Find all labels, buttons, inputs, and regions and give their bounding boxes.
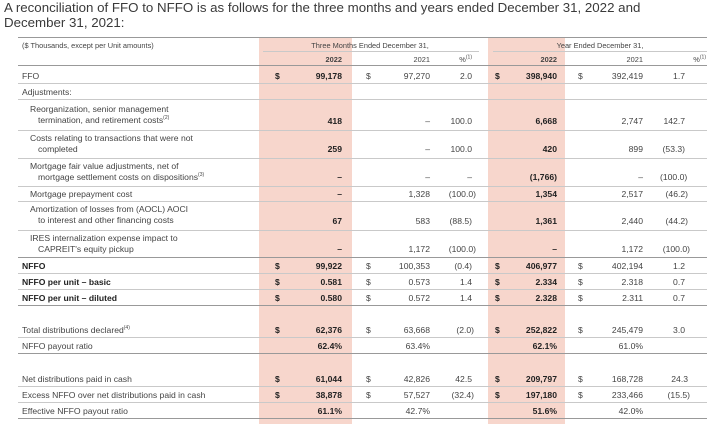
highlight-2022-three-months xyxy=(259,38,352,424)
nffo-q2022: 99,922 xyxy=(315,261,342,271)
row-label-reorg-2: termination, and retirement costs$^{(2)}$ xyxy=(38,115,170,125)
aocl-ypct: (44.2) xyxy=(665,216,688,226)
nffo-qpct: (0.4) xyxy=(454,261,472,271)
rule-mortgage-fv xyxy=(18,186,707,187)
rule-excess xyxy=(18,402,707,403)
rule-ires xyxy=(18,257,707,258)
col-2021-three-months: 2021 xyxy=(413,55,430,64)
ndp-q2021: 42,826 xyxy=(403,374,430,384)
ndp-q2022: 61,044 xyxy=(315,374,342,384)
dollar-sign: $ xyxy=(578,71,583,81)
ires-q2021: 1,172 xyxy=(408,244,430,254)
col-2022-year: 2022 xyxy=(540,55,557,64)
dollar-sign: $ xyxy=(495,293,500,303)
payout-q2021: 63.4% xyxy=(405,341,430,351)
diluted-y2021: 2.311 xyxy=(622,293,643,303)
tdd-qpct: (2.0) xyxy=(456,325,474,335)
excess-y2021: 233,466 xyxy=(611,390,643,400)
dollar-sign: $ xyxy=(275,261,280,271)
row-label-transactions-2: completed xyxy=(38,144,78,154)
ires-ypct: (100.0) xyxy=(662,244,690,254)
prepay-ypct: (46.2) xyxy=(665,189,688,199)
row-label-nffo: NFFO xyxy=(22,261,46,271)
rule-aocl xyxy=(18,230,707,231)
txn-y2022: 420 xyxy=(542,144,557,154)
tdd-q2022: 62,376 xyxy=(315,325,342,335)
txn-q2022: 259 xyxy=(327,144,342,154)
dollar-sign: $ xyxy=(578,390,583,400)
excess-qpct: (32.4) xyxy=(451,390,474,400)
ndp-y2022: 209,797 xyxy=(525,374,557,384)
rule-diluted xyxy=(18,305,707,306)
header-top-rule xyxy=(18,37,707,38)
row-label-effective-payout: Effective NFFO payout ratio xyxy=(22,406,128,416)
dollar-sign: $ xyxy=(275,390,280,400)
ndp-ypct: 24.3 xyxy=(671,374,688,384)
mfv-qpct: – xyxy=(467,172,472,182)
rule-net-distributions xyxy=(18,386,707,387)
dollar-sign: $ xyxy=(366,71,371,81)
reorg-q2021: – xyxy=(425,116,430,126)
dollar-sign: $ xyxy=(578,374,583,384)
dollar-sign: $ xyxy=(578,277,583,287)
nffo-q2021: 100,353 xyxy=(398,261,430,271)
group-rule-year xyxy=(493,51,707,52)
diluted-q2022: 0.580 xyxy=(320,293,342,303)
eff-q2021: 42.7% xyxy=(405,406,430,416)
reorg-ypct: 142.7 xyxy=(663,116,685,126)
aocl-y2022: 1,361 xyxy=(535,216,557,226)
dollar-sign: $ xyxy=(495,71,500,81)
basic-ypct: 0.7 xyxy=(673,277,685,287)
prepay-qpct: (100.0) xyxy=(448,189,476,199)
aocl-q2022: 67 xyxy=(332,216,342,226)
group-three-months: Three Months Ended December 31, xyxy=(311,41,429,50)
reorg-qpct: 100.0 xyxy=(450,116,472,126)
dollar-sign: $ xyxy=(366,325,371,335)
mfv-y2022: (1,766) xyxy=(529,172,557,182)
excess-ypct: (15.5) xyxy=(667,390,690,400)
mfv-q2022: – xyxy=(337,172,342,182)
eff-q2022: 61.1% xyxy=(317,406,342,416)
payout-y2021: 61.0% xyxy=(618,341,643,351)
row-label-transactions-1: Costs relating to transactions that were not xyxy=(30,133,193,143)
reorg-y2022: 6,668 xyxy=(535,116,557,126)
diluted-q2021: 0.572 xyxy=(408,293,430,303)
basic-qpct: 1.4 xyxy=(460,277,472,287)
prepay-q2021: 1,328 xyxy=(408,189,430,199)
highlight-2022-year xyxy=(488,38,565,424)
intro-text: A reconciliation of FFO to NFFO is as follows for the three months and years ended December 31, 2022 and December 31, 2021: xyxy=(4,0,641,30)
row-label-excess-nffo: Excess NFFO over net distributions paid in cash xyxy=(22,390,206,400)
diluted-ypct: 0.7 xyxy=(673,293,685,303)
dollar-sign: $ xyxy=(366,293,371,303)
aocl-y2021: 2,440 xyxy=(621,216,643,226)
dollar-sign: $ xyxy=(495,261,500,271)
rule-basic xyxy=(18,289,707,290)
basic-y2021: 2.318 xyxy=(621,277,643,287)
dollar-sign: $ xyxy=(275,374,280,384)
group-year: Year Ended December 31, xyxy=(556,41,644,50)
rule-nffo xyxy=(18,273,707,274)
reorg-y2021: 2,747 xyxy=(621,116,643,126)
prepay-y2021: 2,517 xyxy=(621,189,643,199)
rule-ffo xyxy=(18,83,707,84)
row-label-total-distributions: Total distributions declared$^{(4)}$ xyxy=(22,325,130,335)
ffo-y2021: 392,419 xyxy=(611,71,643,81)
rule-adjustments xyxy=(18,99,707,100)
ffo-y2022: 398,940 xyxy=(525,71,557,81)
mfv-y2021: – xyxy=(638,172,643,182)
ffo-ypct: 1.7 xyxy=(673,71,685,81)
row-label-reorg-1: Reorganization, senior management xyxy=(30,104,169,114)
nffo-y2022: 406,977 xyxy=(525,261,557,271)
ndp-y2021: 168,728 xyxy=(611,374,643,384)
row-label-aocl-2: to interest and other financing costs xyxy=(38,215,174,225)
excess-y2022: 197,180 xyxy=(525,390,557,400)
header-bottom-rule xyxy=(18,65,707,66)
nffo-ypct: 1.2 xyxy=(673,261,685,271)
units-note: ($ Thousands, except per Unit amounts) xyxy=(22,41,154,50)
row-label-aocl-1: Amortization of losses from (AOCL) AOCI xyxy=(30,204,189,214)
rule-payout xyxy=(18,353,707,354)
payout-q2022: 62.4% xyxy=(317,341,342,351)
ires-qpct: (100.0) xyxy=(448,244,476,254)
col-pct-year: %$^{(1)}$ xyxy=(693,54,706,64)
excess-q2022: 38,878 xyxy=(315,390,342,400)
tdd-ypct: 3.0 xyxy=(673,325,685,335)
ires-q2022: – xyxy=(337,244,342,254)
excess-q2021: 57,527 xyxy=(403,390,430,400)
ires-y2021: 1,172 xyxy=(621,244,643,254)
rule-prepayment xyxy=(18,201,707,202)
txn-y2021: 899 xyxy=(628,144,643,154)
col-2022-three-months: 2022 xyxy=(325,55,342,64)
dollar-sign: $ xyxy=(578,261,583,271)
basic-q2021: 0.573 xyxy=(408,277,430,287)
ffo-q2021: 97,270 xyxy=(403,71,430,81)
dollar-sign: $ xyxy=(275,277,280,287)
txn-q2021: – xyxy=(425,144,430,154)
dollar-sign: $ xyxy=(578,293,583,303)
tdd-y2021: 245,479 xyxy=(611,325,643,335)
dollar-sign: $ xyxy=(495,325,500,335)
row-label-ires-2: CAPREIT's equity pickup xyxy=(38,244,134,254)
ffo-q2022: 99,178 xyxy=(315,71,342,81)
ires-y2022: – xyxy=(552,244,557,254)
rule-transactions xyxy=(18,158,707,159)
row-label-adjustments: Adjustments: xyxy=(22,87,72,97)
dollar-sign: $ xyxy=(275,325,280,335)
row-label-nffo-diluted: NFFO per unit – diluted xyxy=(22,293,118,303)
group-rule-three-months xyxy=(263,51,479,52)
col-pct-three-months: %$^{(1)}$ xyxy=(459,54,472,64)
txn-ypct: (53.3) xyxy=(662,144,685,154)
row-label-mortgage-fv-2: mortgage settlement costs on dispositions$^{(3)}$ xyxy=(38,172,205,182)
row-label-ires-1: IRES internalization expense impact to xyxy=(30,233,178,243)
row-label-payout-ratio: NFFO payout ratio xyxy=(22,341,93,351)
eff-y2022: 51.6% xyxy=(532,406,557,416)
dollar-sign: $ xyxy=(275,293,280,303)
row-label-net-distributions: Net distributions paid in cash xyxy=(22,374,132,384)
dollar-sign: $ xyxy=(366,277,371,287)
dollar-sign: $ xyxy=(275,71,280,81)
diluted-qpct: 1.4 xyxy=(460,293,472,303)
tdd-y2022: 252,822 xyxy=(525,325,557,335)
txn-qpct: 100.0 xyxy=(450,144,472,154)
diluted-y2022: 2.328 xyxy=(535,293,557,303)
payout-y2022: 62.1% xyxy=(532,341,557,351)
reorg-q2022: 418 xyxy=(327,116,342,126)
dollar-sign: $ xyxy=(578,325,583,335)
nffo-y2021: 402,194 xyxy=(611,261,643,271)
mfv-ypct: (100.0) xyxy=(660,172,688,182)
ffo-qpct: 2.0 xyxy=(460,71,472,81)
prepay-y2022: 1,354 xyxy=(535,189,557,199)
basic-q2022: 0.581 xyxy=(320,277,342,287)
dollar-sign: $ xyxy=(366,374,371,384)
aocl-qpct: (88.5) xyxy=(449,216,472,226)
tdd-q2021: 63,668 xyxy=(403,325,430,335)
mfv-q2021: – xyxy=(425,172,430,182)
row-label-ffo: FFO xyxy=(22,71,40,81)
rule-total-distributions xyxy=(18,337,707,338)
eff-y2021: 42.0% xyxy=(618,406,643,416)
row-label-prepayment: Mortgage prepayment cost xyxy=(30,189,133,199)
rule-reorg xyxy=(18,130,707,131)
col-2021-year: 2021 xyxy=(626,55,643,64)
prepay-q2022: – xyxy=(337,189,342,199)
dollar-sign: $ xyxy=(495,277,500,287)
dollar-sign: $ xyxy=(495,374,500,384)
basic-y2022: 2.334 xyxy=(535,277,557,287)
row-label-nffo-basic: NFFO per unit – basic xyxy=(22,277,111,287)
dollar-sign: $ xyxy=(495,390,500,400)
aocl-q2021: 583 xyxy=(415,216,430,226)
ndp-qpct: 42.5 xyxy=(455,374,472,384)
dollar-sign: $ xyxy=(366,261,371,271)
dollar-sign: $ xyxy=(366,390,371,400)
row-label-mortgage-fv-1: Mortgage fair value adjustments, net of xyxy=(30,161,179,171)
rule-effective-payout xyxy=(18,418,707,419)
